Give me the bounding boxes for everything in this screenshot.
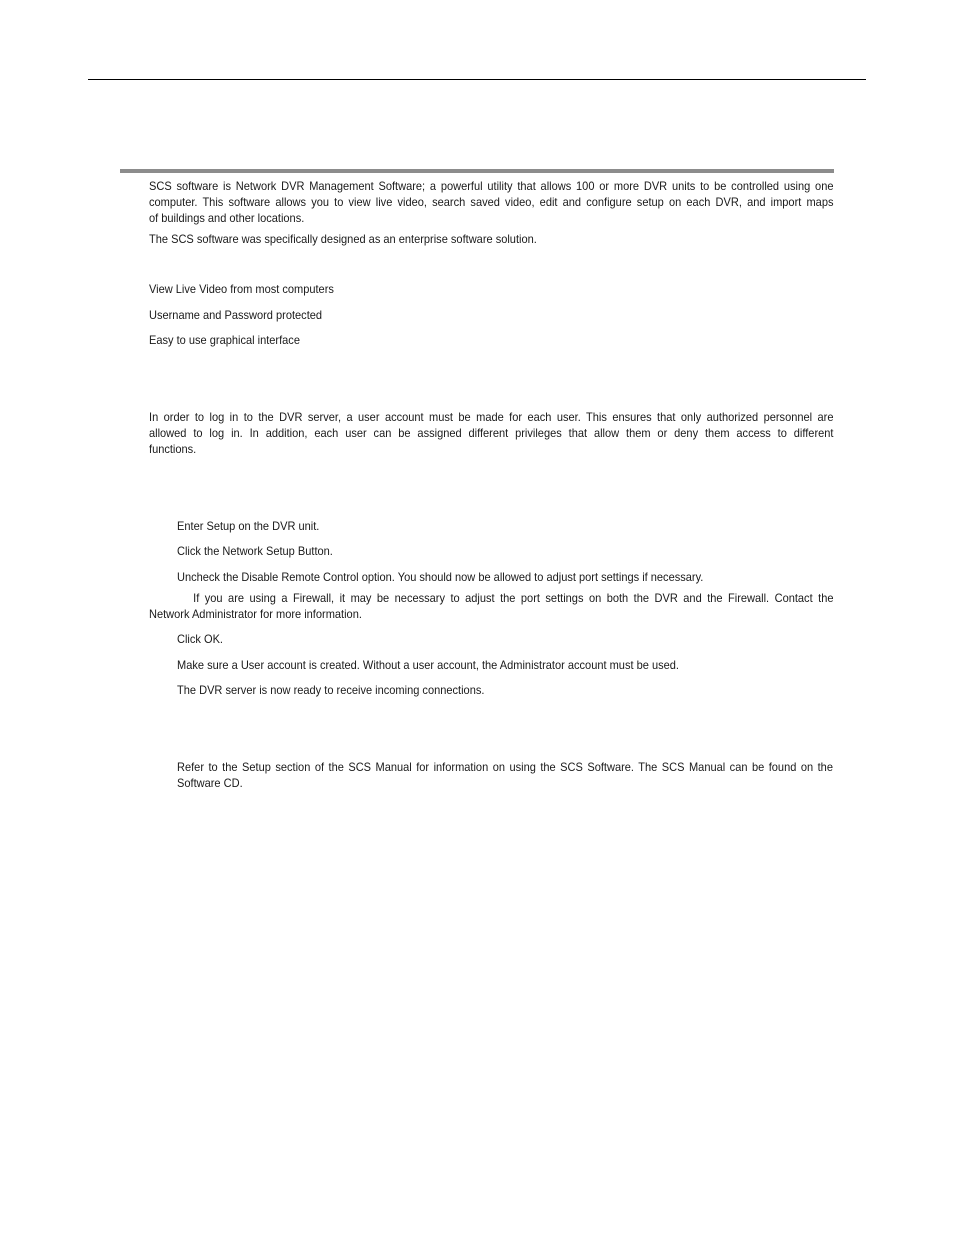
enterprise-statement: The SCS software was specifically designed as an enterprise software solution.	[149, 232, 537, 246]
header-rule	[88, 79, 866, 80]
step-network-setup: Click the Network Setup Button.	[177, 544, 333, 558]
intro-line-1: SCS software is Network DVR Management Software; a powerful utility that allows 100 or more DVR units to be controlled using one	[149, 179, 834, 193]
intro-line-2: computer. This software allows you to view live video, search saved video, edit and configure setup on each DVR, and import maps	[149, 195, 834, 209]
refer-paragraph	[177, 759, 833, 791]
user-account-paragraph	[149, 409, 833, 457]
step-click-ok: Click OK.	[177, 632, 224, 646]
step-enter-setup: Enter Setup on the DVR unit.	[177, 519, 320, 533]
firewall-note	[149, 590, 833, 622]
feature-item-live-video: View Live Video from most computers	[149, 282, 334, 296]
account-line-3: functions.	[149, 442, 197, 456]
step-uncheck-remote: Uncheck the Disable Remote Control option. You should now be allowed to adjust port settings if necessary.	[177, 570, 704, 584]
firewall-note-line-1: If you are using a Firewall, it may be necessary to adjust the port settings on both the DVR and the Firewall. Contact the	[193, 591, 834, 605]
step-server-ready: The DVR server is now ready to receive incoming connections.	[177, 683, 485, 697]
section-divider-bar	[120, 169, 834, 173]
account-line-1: In order to log in to the DVR server, a user account must be made for each user. This ensures that only authorized personnel are	[149, 410, 834, 424]
feature-item-password: Username and Password protected	[149, 308, 323, 322]
refer-line-1: Refer to the Setup section of the SCS Manual for information on using the SCS Software. The SCS Manual can be found on the	[177, 760, 833, 774]
feature-item-interface: Easy to use graphical interface	[149, 333, 300, 347]
firewall-note-line-2: Network Administrator for more information.	[149, 607, 362, 621]
account-line-2: allowed to log in. In addition, each user can be assigned different privileges that allow them or deny them access to different	[149, 426, 834, 440]
refer-line-2: Software CD.	[177, 776, 243, 790]
intro-paragraph	[149, 178, 833, 226]
intro-line-3: of buildings and other locations.	[149, 211, 305, 225]
step-user-account: Make sure a User account is created. Without a user account, the Administrator account must be used.	[177, 658, 679, 672]
